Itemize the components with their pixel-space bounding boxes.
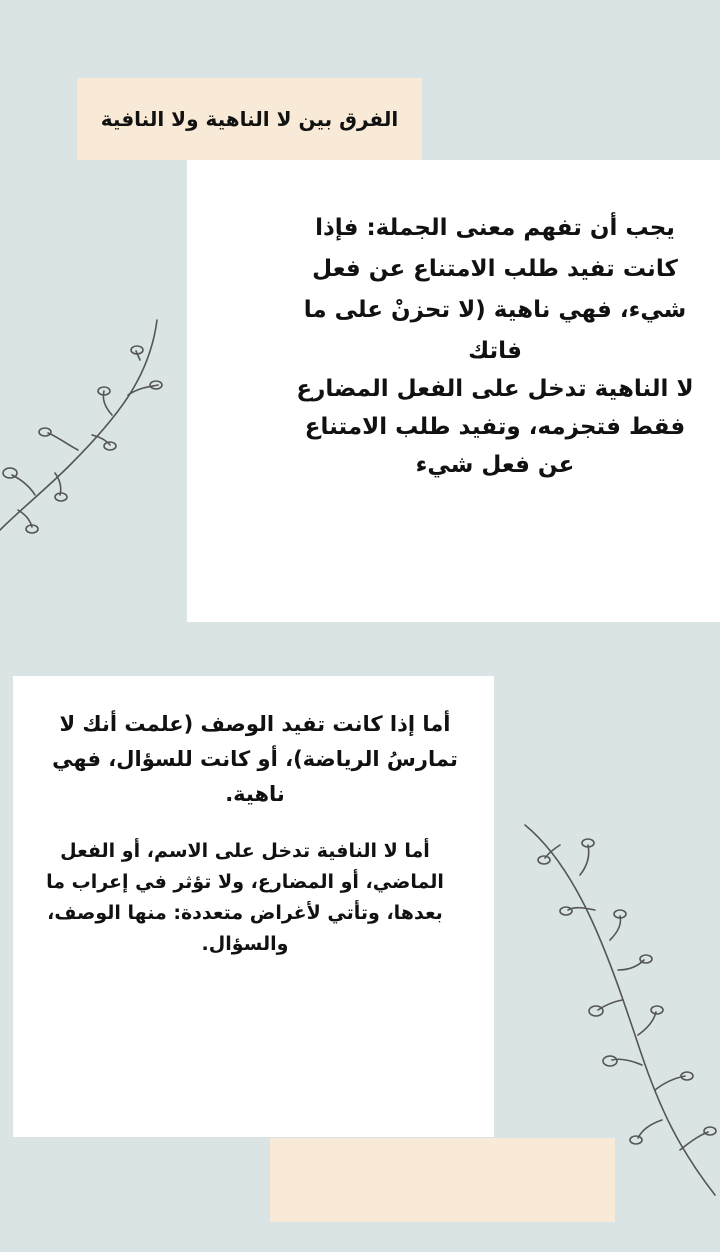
paragraph-nahiya-rule: لا الناهية تدخل على الفعل المضارع فقط فتجزمه، وتفيد طلب الامتناع عن فعل شيء [296, 376, 694, 478]
paragraph-meaning: يجب أن تفهم معنى الجملة: فإذا كانت تفيد طلب الامتناع عن فعل شيء، فهي ناهية (لا تحزنْ على ما فاتك [303, 215, 687, 364]
title-card [77, 78, 422, 160]
paragraph-description-case: أما إذا كانت تفيد الوصف (علمت أنك لا تمارسُ الرياضة)، أو كانت للسؤال، فهي ناهية. [52, 712, 458, 806]
paragraph-nafiya-rule: أما لا النافية تدخل على الاسم، أو الفعل الماضي، أو المضارع، ولا تؤثر في إعراب ما بعدها، وتأتي لأغراض متعددة: منها الوصف، والسؤال. [46, 840, 444, 955]
page-title: الفرق بين لا الناهية ولا النافية [100, 107, 399, 131]
branch-illustration-right [520, 820, 720, 1200]
branch-illustration-left [0, 315, 170, 545]
